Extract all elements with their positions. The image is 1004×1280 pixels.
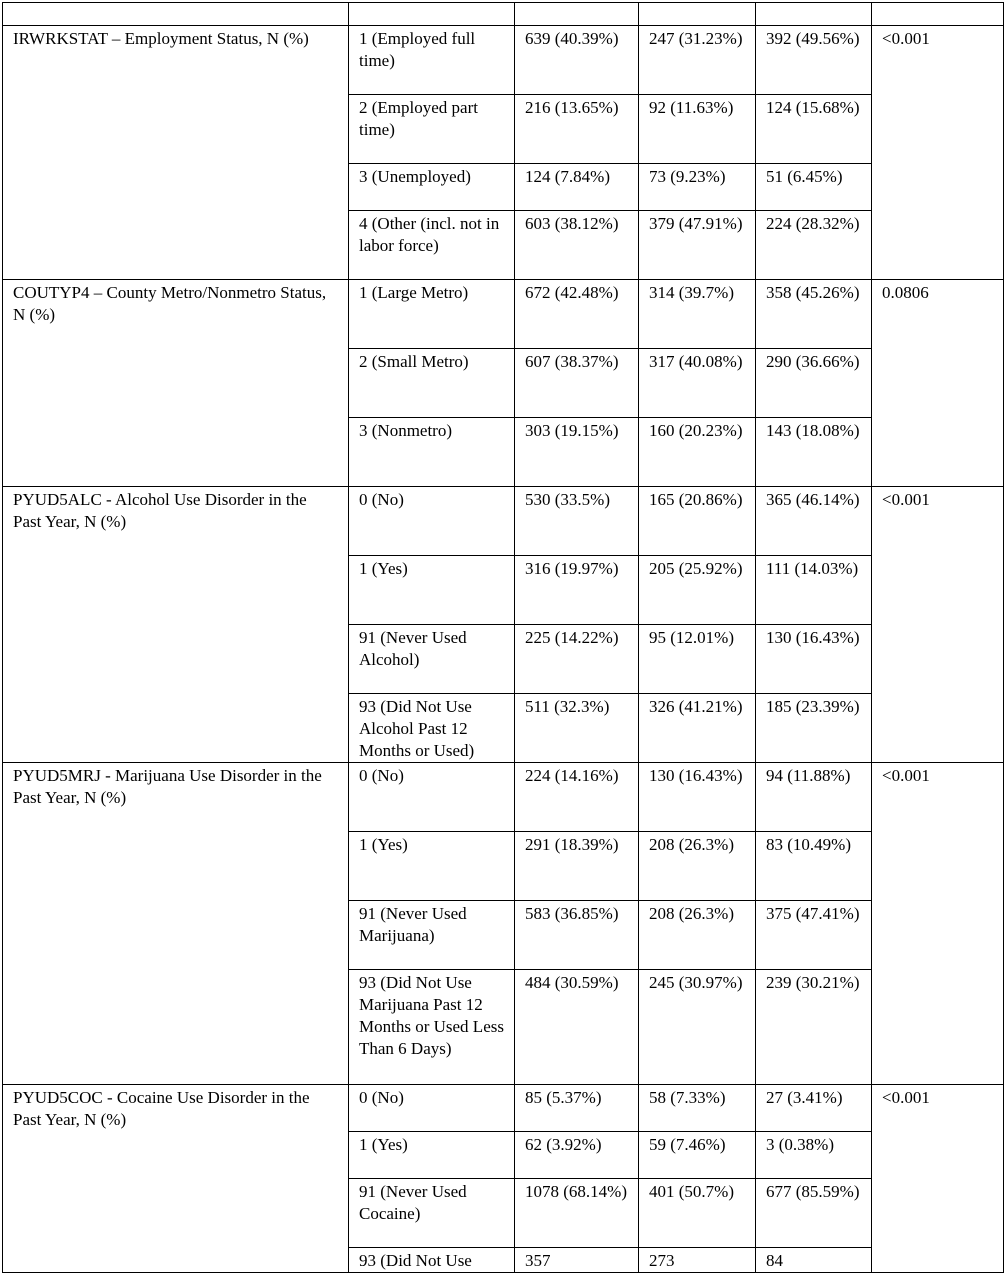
group2-cell: 3 (0.38%) [756, 1132, 872, 1179]
total-cell: 85 (5.37%) [515, 1085, 639, 1132]
category-cell: 93 (Did Not Use Alcohol Past 12 Months or Used) [349, 694, 515, 763]
header-cell [515, 3, 639, 26]
variable-cell: PYUD5COC - Cocaine Use Disorder in the Past Year, N (%) [3, 1085, 349, 1273]
group1-cell: 247 (31.23%) [639, 26, 756, 95]
category-cell: 1 (Large Metro) [349, 280, 515, 349]
variable-cell: PYUD5MRJ - Marijuana Use Disorder in the Past Year, N (%) [3, 763, 349, 1085]
group2-cell: 392 (49.56%) [756, 26, 872, 95]
group2-cell: 143 (18.08%) [756, 418, 872, 487]
group2-cell: 84 [756, 1248, 872, 1273]
group2-cell: 358 (45.26%) [756, 280, 872, 349]
group2-cell: 677 (85.59%) [756, 1179, 872, 1248]
category-cell: 4 (Other (incl. not in labor force) [349, 211, 515, 280]
group1-cell: 160 (20.23%) [639, 418, 756, 487]
group1-cell: 326 (41.21%) [639, 694, 756, 763]
group1-cell: 379 (47.91%) [639, 211, 756, 280]
category-cell: 2 (Employed part time) [349, 95, 515, 164]
group1-cell: 59 (7.46%) [639, 1132, 756, 1179]
category-cell: 1 (Yes) [349, 832, 515, 901]
category-cell: 1 (Employed full time) [349, 26, 515, 95]
header-cell [3, 3, 349, 26]
group2-cell: 375 (47.41%) [756, 901, 872, 970]
total-cell: 224 (14.16%) [515, 763, 639, 832]
group1-cell: 208 (26.3%) [639, 901, 756, 970]
table-body [3, 3, 1004, 1273]
category-cell: 0 (No) [349, 763, 515, 832]
p-value-cell: 0.0806 [872, 280, 1004, 487]
category-cell: 2 (Small Metro) [349, 349, 515, 418]
category-cell: 91 (Never Used Cocaine) [349, 1179, 515, 1248]
header-row [3, 3, 1004, 26]
category-cell: 91 (Never Used Marijuana) [349, 901, 515, 970]
total-cell: 603 (38.12%) [515, 211, 639, 280]
p-value-cell: <0.001 [872, 26, 1004, 280]
category-cell: 0 (No) [349, 1085, 515, 1132]
category-cell: 91 (Never Used Alcohol) [349, 625, 515, 694]
total-cell: 316 (19.97%) [515, 556, 639, 625]
total-cell: 1078 (68.14%) [515, 1179, 639, 1248]
group2-cell: 51 (6.45%) [756, 164, 872, 211]
group1-cell: 314 (39.7%) [639, 280, 756, 349]
group2-cell: 185 (23.39%) [756, 694, 872, 763]
table-row [3, 26, 1004, 95]
data-table [2, 2, 1004, 1273]
total-cell: 583 (36.85%) [515, 901, 639, 970]
group1-cell: 95 (12.01%) [639, 625, 756, 694]
group1-cell: 273 [639, 1248, 756, 1273]
total-cell: 216 (13.65%) [515, 95, 639, 164]
group1-cell: 130 (16.43%) [639, 763, 756, 832]
total-cell: 124 (7.84%) [515, 164, 639, 211]
table-row [3, 280, 1004, 349]
group1-cell: 58 (7.33%) [639, 1085, 756, 1132]
p-value-cell: <0.001 [872, 1085, 1004, 1273]
group1-cell: 92 (11.63%) [639, 95, 756, 164]
table-row [3, 763, 1004, 832]
total-cell: 303 (19.15%) [515, 418, 639, 487]
table-row [3, 487, 1004, 556]
group2-cell: 94 (11.88%) [756, 763, 872, 832]
total-cell: 291 (18.39%) [515, 832, 639, 901]
total-cell: 607 (38.37%) [515, 349, 639, 418]
p-value-cell: <0.001 [872, 763, 1004, 1085]
header-cell [756, 3, 872, 26]
category-cell: 1 (Yes) [349, 1132, 515, 1179]
variable-cell: PYUD5ALC - Alcohol Use Disorder in the Past Year, N (%) [3, 487, 349, 763]
total-cell: 639 (40.39%) [515, 26, 639, 95]
total-cell: 511 (32.3%) [515, 694, 639, 763]
group1-cell: 73 (9.23%) [639, 164, 756, 211]
header-cell [639, 3, 756, 26]
total-cell: 225 (14.22%) [515, 625, 639, 694]
group2-cell: 83 (10.49%) [756, 832, 872, 901]
group1-cell: 208 (26.3%) [639, 832, 756, 901]
group1-cell: 317 (40.08%) [639, 349, 756, 418]
p-value-cell: <0.001 [872, 487, 1004, 763]
header-cell [872, 3, 1004, 26]
total-cell: 484 (30.59%) [515, 970, 639, 1085]
group1-cell: 205 (25.92%) [639, 556, 756, 625]
total-cell: 357 [515, 1248, 639, 1273]
category-cell: 93 (Did Not Use Marijuana Past 12 Months or Used Less Than 6 Days) [349, 970, 515, 1085]
group2-cell: 130 (16.43%) [756, 625, 872, 694]
total-cell: 672 (42.48%) [515, 280, 639, 349]
group2-cell: 124 (15.68%) [756, 95, 872, 164]
group1-cell: 165 (20.86%) [639, 487, 756, 556]
variable-cell: COUTYP4 – County Metro/Nonmetro Status, N (%) [3, 280, 349, 487]
group1-cell: 245 (30.97%) [639, 970, 756, 1085]
category-cell: 0 (No) [349, 487, 515, 556]
category-cell: 93 (Did Not Use [349, 1248, 515, 1273]
table-row [3, 1085, 1004, 1132]
group2-cell: 365 (46.14%) [756, 487, 872, 556]
group2-cell: 224 (28.32%) [756, 211, 872, 280]
category-cell: 3 (Nonmetro) [349, 418, 515, 487]
header-cell [349, 3, 515, 26]
variable-cell: IRWRKSTAT – Employment Status, N (%) [3, 26, 349, 280]
group2-cell: 239 (30.21%) [756, 970, 872, 1085]
category-cell: 3 (Unemployed) [349, 164, 515, 211]
group2-cell: 111 (14.03%) [756, 556, 872, 625]
total-cell: 62 (3.92%) [515, 1132, 639, 1179]
group2-cell: 27 (3.41%) [756, 1085, 872, 1132]
category-cell: 1 (Yes) [349, 556, 515, 625]
total-cell: 530 (33.5%) [515, 487, 639, 556]
group2-cell: 290 (36.66%) [756, 349, 872, 418]
group1-cell: 401 (50.7%) [639, 1179, 756, 1248]
